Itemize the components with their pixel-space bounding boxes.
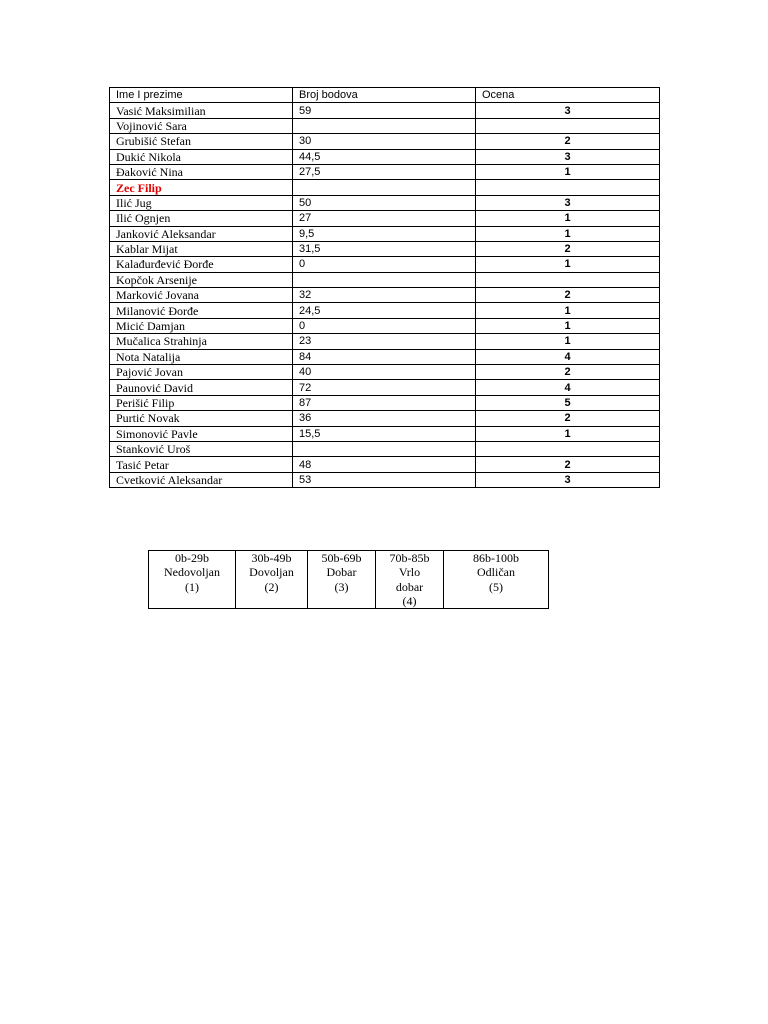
cell-name: Pajović Jovan: [110, 365, 293, 380]
scale-grade: (3): [334, 579, 349, 594]
cell-grade: 4: [476, 349, 660, 364]
scale-label: Dobar: [326, 565, 357, 580]
cell-name: Simonović Pavle: [110, 426, 293, 441]
cell-name: Tasić Petar: [110, 457, 293, 472]
header-grade: Ocena: [476, 88, 660, 103]
table-row: [110, 134, 660, 149]
scale-range: 50b-69b: [321, 551, 362, 565]
table-row: [110, 180, 660, 195]
cell-points: 27: [293, 211, 476, 226]
cell-grade: 1: [476, 211, 660, 226]
cell-points: 31,5: [293, 241, 476, 256]
table-row: [110, 365, 660, 380]
cell-grade: [476, 118, 660, 133]
scale-grade: (5): [489, 579, 503, 594]
header-name: Ime I prezime: [110, 88, 293, 103]
scale-range: 86b-100b: [473, 551, 519, 565]
cell-grade: 1: [476, 334, 660, 349]
cell-name: Kablar Mijat: [110, 241, 293, 256]
cell-name: Ilić Ognjen: [110, 211, 293, 226]
cell-grade: 1: [476, 226, 660, 241]
table-row: [110, 211, 660, 226]
scale-label: Nedovoljan: [164, 565, 220, 580]
table-row: [110, 149, 660, 164]
cell-grade: 1: [476, 318, 660, 333]
header-points: Broj bodova: [293, 88, 476, 103]
cell-name: Micić Damjan: [110, 318, 293, 333]
cell-points: [293, 118, 476, 133]
cell-grade: 2: [476, 411, 660, 426]
cell-points: 9,5: [293, 226, 476, 241]
cell-name: Đaković Nina: [110, 164, 293, 179]
scale-cell: [308, 551, 376, 609]
cell-points: 24,5: [293, 303, 476, 318]
cell-grade: 1: [476, 303, 660, 318]
cell-points: 0: [293, 257, 476, 272]
cell-name: Grubišić Stefan: [110, 134, 293, 149]
cell-name: Zec Filip: [110, 180, 293, 195]
cell-grade: 1: [476, 426, 660, 441]
cell-name: Nota Natalija: [110, 349, 293, 364]
scale-grade: (1): [185, 579, 199, 594]
cell-points: 36: [293, 411, 476, 426]
scale-label: Vrlo: [398, 565, 421, 580]
grading-scale-table: [148, 550, 549, 609]
table-row: [110, 103, 660, 118]
cell-points: 48: [293, 457, 476, 472]
cell-grade: [476, 441, 660, 456]
scale-grade: (4): [402, 593, 417, 608]
cell-grade: 3: [476, 103, 660, 118]
table-row: [110, 303, 660, 318]
table-row: [110, 226, 660, 241]
cell-grade: [476, 180, 660, 195]
cell-name: Milanović Đorđe: [110, 303, 293, 318]
grades-table: [109, 87, 660, 488]
cell-name: Kopčok Arsenije: [110, 272, 293, 287]
cell-name: Cvetković Aleksandar: [110, 472, 293, 487]
cell-points: 23: [293, 334, 476, 349]
cell-points: [293, 272, 476, 287]
scale-label: dobar: [395, 579, 424, 594]
table-row: [110, 380, 660, 395]
cell-grade: [476, 272, 660, 287]
table-row: [110, 395, 660, 410]
cell-grade: 5: [476, 395, 660, 410]
cell-name: Mučalica Strahinja: [110, 334, 293, 349]
scale-range: 30b-49b: [251, 551, 292, 565]
cell-grade: 2: [476, 134, 660, 149]
cell-points: 44,5: [293, 149, 476, 164]
cell-name: Purtić Novak: [110, 411, 293, 426]
cell-points: 87: [293, 395, 476, 410]
scale-cell: [376, 551, 444, 609]
scale-range: 0b-29b: [175, 551, 209, 565]
cell-name: Vojinović Sara: [110, 118, 293, 133]
cell-grade: 3: [476, 195, 660, 210]
cell-name: Paunović David: [110, 380, 293, 395]
cell-name: Marković Jovana: [110, 288, 293, 303]
cell-grade: 1: [476, 257, 660, 272]
cell-points: 72: [293, 380, 476, 395]
scale-label: Odličan: [477, 565, 515, 580]
cell-points: [293, 441, 476, 456]
cell-name: Janković Aleksandar: [110, 226, 293, 241]
cell-grade: 2: [476, 241, 660, 256]
cell-grade: 4: [476, 380, 660, 395]
cell-points: 0: [293, 318, 476, 333]
table-row: [110, 349, 660, 364]
cell-points: 32: [293, 288, 476, 303]
cell-name: Perišić Filip: [110, 395, 293, 410]
cell-name: Vasić Maksimilian: [110, 103, 293, 118]
cell-points: 53: [293, 472, 476, 487]
cell-points: 30: [293, 134, 476, 149]
grading-scale-row: [149, 551, 549, 609]
table-row: [110, 118, 660, 133]
scale-cell: [149, 551, 236, 609]
cell-points: [293, 180, 476, 195]
cell-points: 15,5: [293, 426, 476, 441]
table-row: [110, 318, 660, 333]
scale-cell: [236, 551, 308, 609]
table-row: [110, 472, 660, 487]
cell-points: 50: [293, 195, 476, 210]
cell-points: 40: [293, 365, 476, 380]
table-row: [110, 272, 660, 287]
table-row: [110, 411, 660, 426]
scale-label: Dovoljan: [249, 565, 294, 580]
cell-points: 27,5: [293, 164, 476, 179]
table-row: [110, 257, 660, 272]
table-row: [110, 164, 660, 179]
grades-table-body: [110, 103, 660, 488]
table-row: [110, 241, 660, 256]
table-row: [110, 457, 660, 472]
cell-grade: 3: [476, 149, 660, 164]
cell-name: Dukić Nikola: [110, 149, 293, 164]
scale-grade: (2): [264, 579, 279, 594]
cell-name: Kalađurđević Đorđe: [110, 257, 293, 272]
grades-table-header-row: [110, 88, 660, 103]
table-row: [110, 441, 660, 456]
cell-grade: 2: [476, 457, 660, 472]
cell-grade: 3: [476, 472, 660, 487]
table-row: [110, 426, 660, 441]
table-row: [110, 334, 660, 349]
table-row: [110, 195, 660, 210]
table-row: [110, 288, 660, 303]
cell-points: 59: [293, 103, 476, 118]
cell-grade: 2: [476, 365, 660, 380]
scale-range: 70b-85b: [389, 551, 430, 565]
cell-points: 84: [293, 349, 476, 364]
cell-name: Ilić Jug: [110, 195, 293, 210]
cell-grade: 2: [476, 288, 660, 303]
cell-name: Stanković Uroš: [110, 441, 293, 456]
cell-grade: 1: [476, 164, 660, 179]
scale-cell: [444, 551, 549, 609]
